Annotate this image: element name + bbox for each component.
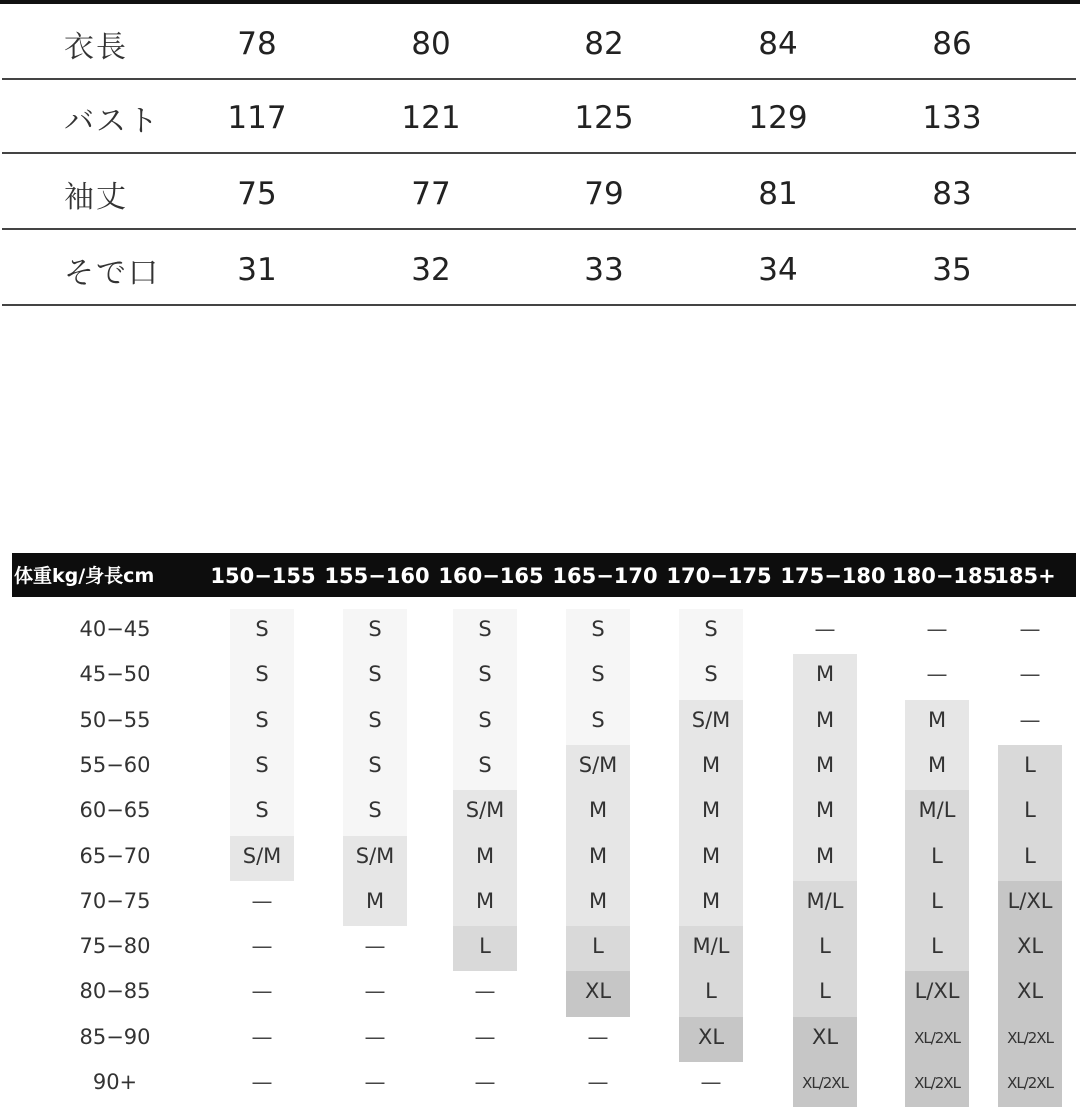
size-cell: S [478, 707, 492, 732]
size-cell: M [815, 798, 835, 823]
size-cell-empty: — [587, 1024, 609, 1049]
size-cell: M [701, 843, 721, 868]
size-cell: L [931, 843, 943, 868]
measurement-value: 35 [932, 252, 972, 288]
size-cell: M [927, 752, 947, 777]
size-cell: M [815, 662, 835, 687]
size-cell-empty: — [474, 1070, 496, 1094]
weight-range-label: 80−85 [79, 979, 151, 1004]
size-cell: L [931, 934, 943, 959]
header-height-range: 165−170 [552, 564, 658, 588]
weight-range-label: 55−60 [79, 752, 151, 777]
measurement-value: 84 [758, 26, 798, 62]
size-cell-empty: — [251, 934, 273, 959]
weight-range-label: 85−90 [79, 1024, 151, 1049]
size-cell: S [368, 752, 382, 777]
size-cell: S/M [242, 843, 282, 868]
row-divider [2, 304, 1076, 306]
size-cell: S [368, 662, 382, 687]
size-cell: S [255, 662, 269, 687]
size-cell: M [701, 798, 721, 823]
header-height-range: 155−160 [324, 564, 430, 588]
size-cell: XL [811, 1024, 839, 1049]
size-cell: S [591, 707, 605, 732]
size-cell: M/L [806, 888, 844, 913]
measurement-value: 33 [584, 252, 624, 288]
size-cell-empty: — [474, 1024, 496, 1049]
size-cell: L [479, 934, 491, 959]
size-cell: S [591, 662, 605, 687]
measurement-value: 125 [574, 100, 634, 136]
size-cell: L [705, 979, 717, 1004]
size-cell: XL/2XL [914, 1074, 960, 1092]
size-cell: S [478, 662, 492, 687]
measurement-value: 80 [411, 26, 451, 62]
size-cell: XL/2XL [1007, 1074, 1053, 1092]
size-cell-empty: — [474, 979, 496, 1004]
size-cell: XL/2XL [914, 1028, 960, 1047]
size-cell-empty: — [1019, 617, 1041, 641]
measurement-value: 133 [922, 100, 982, 136]
size-cell-empty: — [364, 1024, 386, 1049]
size-cell-empty: — [926, 662, 948, 687]
weight-range-label: 90+ [92, 1070, 138, 1094]
size-cell: M [701, 888, 721, 913]
measurement-value: 31 [237, 252, 277, 288]
size-cell-empty: — [587, 1070, 609, 1094]
size-cell: S/M [691, 707, 731, 732]
size-cell: XL [1016, 979, 1044, 1004]
size-cell: S [368, 617, 382, 641]
size-cell: M [701, 752, 721, 777]
size-cell: M [475, 843, 495, 868]
size-cell-empty: — [251, 979, 273, 1004]
size-cell-empty: — [814, 617, 836, 641]
top-rule [0, 0, 1080, 4]
size-cell-empty: — [1019, 662, 1041, 687]
size-cell-empty: — [700, 1070, 722, 1094]
size-cell: S [704, 662, 718, 687]
measurement-row [0, 156, 1080, 230]
measurement-value: 81 [758, 176, 798, 212]
header-height-range: 175−180 [780, 564, 886, 588]
size-chart-header [12, 553, 1076, 597]
measurement-label: バスト [64, 104, 160, 139]
measurement-row [0, 80, 1080, 154]
row-divider [2, 228, 1076, 230]
size-cell: XL [584, 979, 612, 1004]
header-height-range: 150−155 [210, 564, 316, 588]
size-cell: M [927, 707, 947, 732]
measurement-value: 32 [411, 252, 451, 288]
size-cell: M [815, 752, 835, 777]
weight-range-label: 75−80 [79, 934, 151, 959]
size-cell: S [478, 617, 492, 641]
measurement-label: そで口 [64, 256, 160, 291]
weight-range-label: 45−50 [79, 662, 151, 687]
size-cell-empty: — [364, 1070, 386, 1094]
size-cell: S/M [355, 843, 395, 868]
size-cell: L [1024, 752, 1036, 777]
size-cell-empty: — [926, 617, 948, 641]
header-weight-height: 体重kg/身長cm [14, 565, 155, 587]
measurement-value: 78 [237, 26, 277, 62]
weight-range-label: 65−70 [79, 843, 151, 868]
header-height-range: 170−175 [666, 564, 772, 588]
size-cell: XL/2XL [1007, 1028, 1053, 1047]
measurement-value: 75 [237, 176, 277, 212]
size-cell: L [592, 934, 604, 959]
measurement-value: 34 [758, 252, 798, 288]
size-cell: L/XL [914, 979, 960, 1004]
measurement-row [0, 6, 1080, 80]
measurement-label: 衣長 [64, 30, 128, 65]
size-cell: XL [1016, 934, 1044, 959]
size-cell: S [368, 798, 382, 823]
measurement-value: 79 [584, 176, 624, 212]
size-cell: XL/2XL [802, 1074, 848, 1092]
size-cell: L [1024, 798, 1036, 823]
weight-range-label: 50−55 [79, 707, 151, 732]
measurement-value: 82 [584, 26, 624, 62]
size-cell: L [931, 888, 943, 913]
size-cell: S/M [465, 798, 505, 823]
measurement-value: 86 [932, 26, 972, 62]
measurement-row [0, 232, 1080, 306]
size-cell-empty: — [364, 934, 386, 959]
size-cell: M [588, 843, 608, 868]
size-cell: M [588, 798, 608, 823]
size-cell: XL [697, 1024, 725, 1049]
size-cell-empty: — [251, 1024, 273, 1049]
size-cell: S [368, 707, 382, 732]
size-cell: L [819, 934, 831, 959]
size-cell: M [365, 888, 385, 913]
weight-range-label: 70−75 [79, 888, 151, 913]
measurement-label: 袖丈 [64, 180, 128, 215]
size-cell: S [478, 752, 492, 777]
size-cell: S [591, 617, 605, 641]
header-height-range: 160−165 [438, 564, 544, 588]
size-cell: M/L [692, 934, 730, 959]
row-divider [2, 152, 1076, 154]
size-cell-empty: — [1019, 707, 1041, 732]
size-cell: S [255, 707, 269, 732]
size-cell: S [255, 617, 269, 641]
measurement-value: 121 [401, 100, 461, 136]
size-cell: S [255, 798, 269, 823]
weight-range-label: 40−45 [79, 617, 151, 641]
size-cell: L/XL [1007, 888, 1053, 913]
size-cell: M [815, 707, 835, 732]
measurement-value: 77 [411, 176, 451, 212]
measurement-value: 117 [227, 100, 287, 136]
size-cell: S [704, 617, 718, 641]
size-cell: M [815, 843, 835, 868]
size-cell: M [475, 888, 495, 913]
measurement-value: 129 [748, 100, 808, 136]
size-cell-empty: — [364, 979, 386, 1004]
size-cell: M/L [918, 798, 956, 823]
size-cell: L [819, 979, 831, 1004]
size-cell: S [255, 752, 269, 777]
size-cell-empty: — [251, 1070, 273, 1094]
header-height-range: 180−185 [892, 564, 998, 588]
header-height-range: 185+ [994, 564, 1056, 588]
size-cell: S/M [578, 752, 618, 777]
size-cell-empty: — [251, 888, 273, 913]
weight-range-label: 60−65 [79, 798, 151, 823]
measurement-value: 83 [932, 176, 972, 212]
size-cell: M [588, 888, 608, 913]
size-cell: L [1024, 843, 1036, 868]
